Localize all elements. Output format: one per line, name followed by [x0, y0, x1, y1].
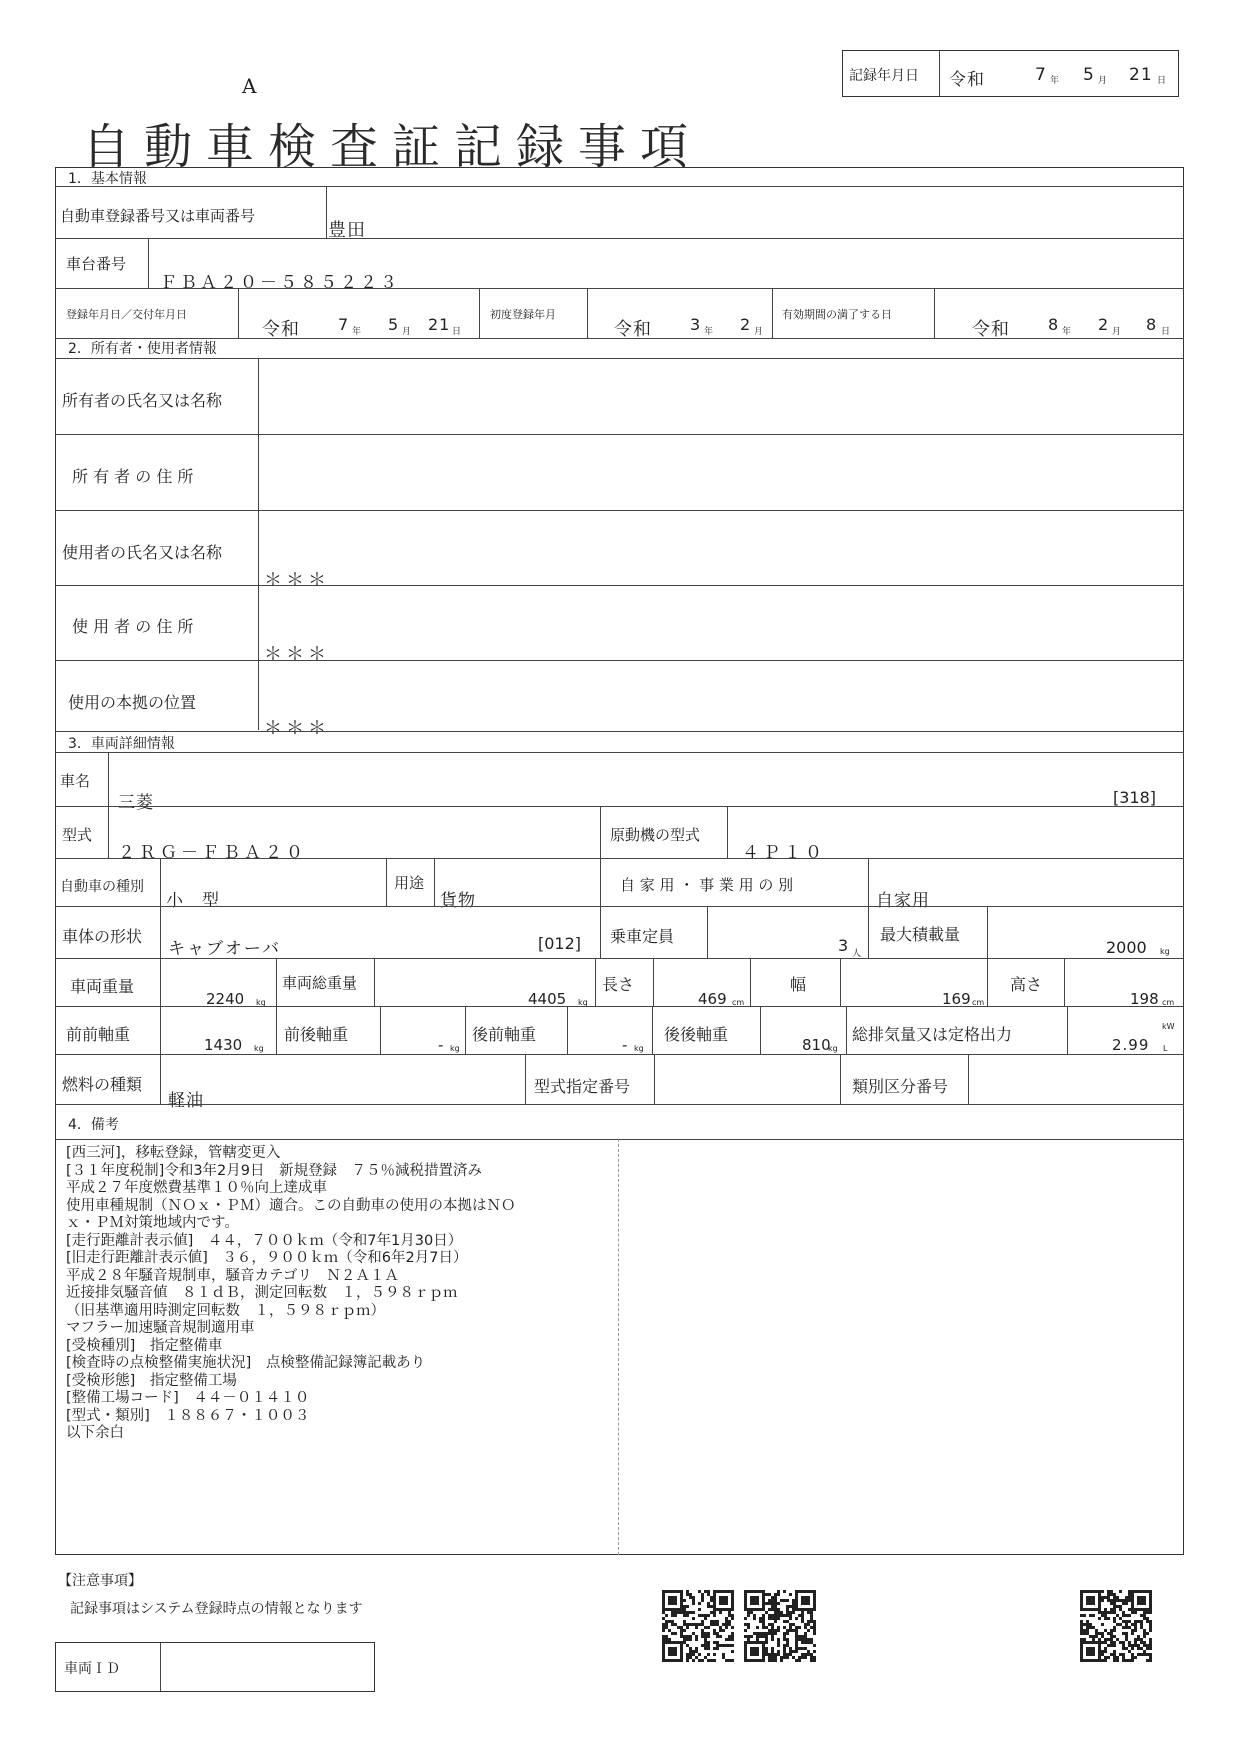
- owner-name-label: 所有者の氏名又は名称: [62, 391, 223, 410]
- ff-label: 前前軸重: [66, 1025, 131, 1044]
- remarks-line: [旧走行距離計表示値] ３６，９００ｋｍ（令和6年2月7日）: [66, 1250, 468, 1266]
- weight-label: 車両重量: [70, 977, 135, 996]
- qr-code-icon: [1080, 1590, 1152, 1662]
- remarks-line: マフラー加速騒音規制適用車: [66, 1320, 255, 1336]
- section-basic: 1．基本情報: [68, 171, 147, 187]
- max-load-label: 最大積載量: [880, 925, 961, 944]
- owner-address-label: 所 有 者 の 住 所: [72, 467, 194, 486]
- qr-code-icon: [744, 1590, 816, 1662]
- expiry-month: 2: [1098, 315, 1110, 334]
- remarks-line: [受検種別] 指定整備車: [66, 1337, 223, 1354]
- private-value: 自家用: [876, 891, 930, 911]
- remarks-line: 平成２８年騒音規制車，騒音カテゴリ Ｎ２Ａ１Ａ: [66, 1267, 399, 1284]
- model-label: 型式: [62, 826, 93, 844]
- fuel-label: 燃料の種類: [62, 1075, 143, 1094]
- fr-label: 前後軸重: [284, 1025, 349, 1044]
- ff-value: 1430: [204, 1036, 243, 1054]
- corner-letter: A: [242, 74, 257, 98]
- reg-date-month-unit: 月: [402, 327, 412, 337]
- reg-no-value: 豊田: [328, 220, 366, 241]
- first-reg-month-unit: 月: [754, 327, 764, 337]
- length-unit: cm: [732, 998, 745, 1007]
- reg-date-label: 登録年月日／交付年月日: [66, 308, 187, 321]
- rf-value: -: [622, 1036, 629, 1054]
- height-value: 198: [1130, 990, 1159, 1008]
- remarks-line: [整備工場コード] ４４－０１４１０: [66, 1390, 310, 1406]
- fuel-value: 軽油: [168, 1091, 204, 1111]
- name-value: 三菱: [118, 793, 154, 813]
- remarks-line: [型式・類別] １８８６７・１００３: [66, 1407, 310, 1424]
- expiry-day-unit: 日: [1161, 327, 1171, 337]
- section-remarks: 4．備考: [68, 1117, 119, 1133]
- remarks-line: [検査時の点検整備実施状況] 点検整備記録簿記載あり: [66, 1355, 426, 1371]
- record-date-box: [842, 50, 1179, 97]
- name-code: [318]: [1113, 788, 1157, 807]
- record-date-day: 21: [1129, 65, 1153, 85]
- chassis-value: ＦＢＡ２０－５８５２２３: [160, 273, 400, 293]
- notice-label: 【注意事項】: [58, 1573, 142, 1589]
- disp-unit-bottom: L: [1163, 1044, 1168, 1053]
- width-unit: cm: [972, 998, 985, 1007]
- gross-label: 車両総重量: [282, 974, 358, 992]
- expiry-year-unit: 年: [1062, 327, 1072, 337]
- base-value: ＊＊＊: [264, 718, 330, 739]
- expiry-era: 令和: [972, 319, 1010, 340]
- length-label: 長さ: [602, 975, 635, 994]
- private-label: 自 家 用 ・ 事 業 用 の 別: [620, 876, 794, 894]
- body-value: キャブオーバ: [168, 939, 281, 959]
- qr-code-icon: [662, 1590, 734, 1662]
- rr-label: 後後軸重: [664, 1025, 729, 1044]
- record-date-label: 記録年月日: [849, 68, 919, 84]
- remarks-text: [66, 1145, 626, 1443]
- gross-unit: kg: [578, 998, 588, 1007]
- kind-value: 小 型: [166, 891, 220, 911]
- remarks-line: 近接排気騒音値 ８１ｄＢ，測定回転数 １，５９８ｒｐｍ: [66, 1285, 458, 1301]
- weight-unit: kg: [256, 998, 266, 1007]
- reg-date-month: 5: [388, 315, 400, 334]
- capacity-unit: 人: [852, 949, 862, 959]
- base-label: 使用の本拠の位置: [68, 693, 197, 712]
- first-reg-era: 令和: [614, 319, 652, 340]
- height-label: 高さ: [1010, 975, 1043, 994]
- reg-date-era: 令和: [262, 319, 300, 340]
- expiry-label: 有効期間の満了する日: [782, 308, 892, 321]
- vehicle-id-label: 車両ＩＤ: [64, 1661, 120, 1677]
- section-vehicle: 3．車両詳細情報: [68, 736, 175, 752]
- user-name-value: ＊＊＊: [264, 570, 330, 591]
- record-date-year-unit: 年: [1050, 76, 1060, 86]
- expiry-year: 8: [1048, 315, 1060, 334]
- vehicle-id-box: [55, 1642, 375, 1692]
- record-date-month-unit: 月: [1098, 76, 1108, 86]
- body-label: 車体の形状: [62, 927, 143, 946]
- reg-date-day: 21: [428, 315, 451, 334]
- engine-value: ４Ｐ１０: [742, 843, 826, 863]
- engine-label: 原動機の型式: [610, 826, 701, 844]
- remarks-line: [走行距離計表示値] ４４，７００ｋｍ（令和7年1月30日）: [66, 1232, 463, 1249]
- capacity-label: 乗車定員: [610, 927, 675, 946]
- type-no-label: 型式指定番号: [534, 1077, 631, 1096]
- use-label: 用途: [394, 874, 425, 892]
- length-value: 469: [698, 990, 727, 1008]
- rr-unit: kg: [828, 1044, 838, 1053]
- fr-unit: kg: [450, 1044, 460, 1053]
- first-reg-month: 2: [740, 315, 752, 334]
- disp-unit-top: kW: [1162, 1022, 1175, 1031]
- max-load-value: 2000: [1106, 938, 1147, 957]
- name-label: 車名: [60, 772, 91, 790]
- expiry-day: 8: [1146, 315, 1158, 334]
- section-owner: 2．所有者・使用者情報: [68, 341, 217, 357]
- expiry-month-unit: 月: [1112, 327, 1122, 337]
- reg-date-day-unit: 日: [452, 327, 462, 337]
- disp-value: 2.99: [1112, 1036, 1150, 1054]
- first-reg-label: 初度登録年月: [490, 308, 556, 321]
- remarks-line: （旧基準適用時測定回転数 １，５９８ｒｐｍ）: [66, 1302, 385, 1319]
- remarks-line: [受検形態] 指定整備工場: [66, 1372, 237, 1389]
- class-no-label: 類別区分番号: [852, 1077, 949, 1096]
- rf-label: 後前軸重: [472, 1025, 537, 1044]
- weight-value: 2240: [206, 990, 245, 1008]
- kind-label: 自動車の種別: [60, 879, 144, 895]
- body-code: [012]: [538, 934, 582, 953]
- remarks-line: ｘ・ＰＭ対策地域内です。: [66, 1215, 239, 1231]
- user-address-label: 使 用 者 の 住 所: [72, 617, 194, 636]
- reg-date-year-unit: 年: [352, 327, 362, 337]
- width-label: 幅: [790, 975, 807, 994]
- record-date-month: 5: [1083, 65, 1095, 85]
- user-address-value: ＊＊＊: [264, 644, 330, 665]
- disp-label: 総排気量又は定格出力: [852, 1025, 1013, 1044]
- reg-date-year: 7: [338, 315, 350, 334]
- record-date-day-unit: 日: [1157, 76, 1167, 86]
- document-title: 自動車検査証記録事項: [82, 119, 703, 175]
- first-reg-year: 3: [690, 315, 702, 334]
- gross-value: 4405: [528, 990, 567, 1008]
- rf-unit: kg: [634, 1044, 644, 1053]
- first-reg-year-unit: 年: [704, 327, 714, 337]
- height-unit: cm: [1162, 998, 1175, 1007]
- max-load-unit: kg: [1160, 947, 1170, 956]
- record-date-year: 7: [1035, 65, 1047, 85]
- model-value: ２ＲＧ－ＦＢＡ２０: [118, 843, 307, 863]
- remarks-line: 使用車種規制（ＮＯｘ・ＰＭ）適合。この自動車の使用の本拠はＮＯ: [66, 1197, 516, 1214]
- chassis-label: 車台番号: [66, 255, 127, 273]
- ff-unit: kg: [254, 1044, 264, 1053]
- remarks-line: 以下余白: [66, 1425, 124, 1441]
- user-name-label: 使用者の氏名又は名称: [62, 543, 223, 562]
- record-date-era: 令和: [949, 70, 985, 90]
- notice-text: 記録事項はシステム登録時点の情報となります: [70, 1601, 363, 1617]
- width-value: 169: [942, 990, 971, 1008]
- remarks-line: 平成２７年度燃費基準１０％向上達成車: [66, 1180, 327, 1196]
- fr-value: -: [438, 1036, 445, 1054]
- rr-value: 810: [802, 1036, 831, 1054]
- use-value: 貨物: [440, 891, 476, 911]
- remarks-line: [３１年度税制]令和3年2月9日 新規登録 ７５％減税措置済み: [66, 1162, 482, 1179]
- remarks-line: [西三河]，移転登録，管轄変更入: [66, 1145, 281, 1161]
- capacity-value: 3: [838, 936, 850, 955]
- reg-no-label: 自動車登録番号又は車両番号: [60, 207, 256, 225]
